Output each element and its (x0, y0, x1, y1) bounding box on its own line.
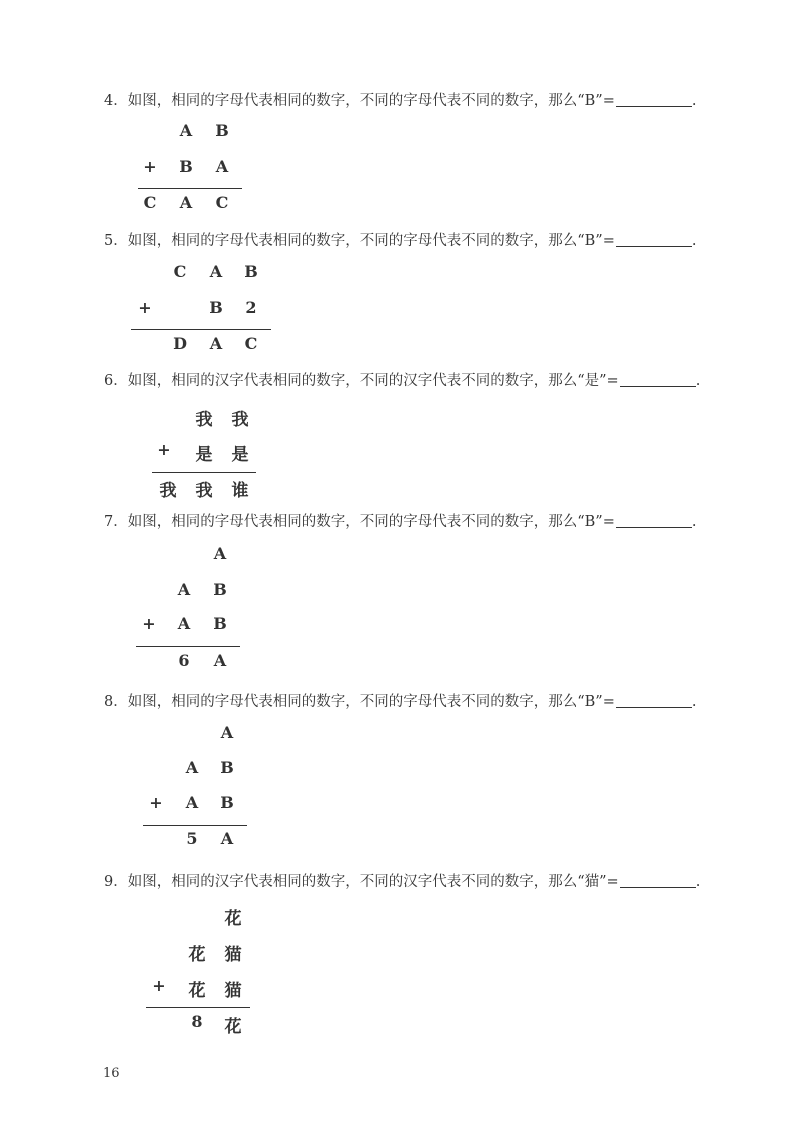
result-cell: 8 (191, 1012, 203, 1031)
result-cell: 5 (186, 829, 198, 848)
result-cell: A (209, 334, 223, 353)
question-6-prompt: 6．如图，相同的汉字代表相同的数字，不同的汉字代表不同的数字，那么“是”= . (104, 373, 701, 389)
digit-cell: A (185, 793, 199, 812)
question-number: 8 (104, 694, 114, 710)
result-cell: C (215, 193, 229, 212)
question-number: 6 (104, 373, 114, 389)
question-number: 9 (104, 874, 114, 890)
digit-cell: A (179, 121, 193, 140)
question-4-prompt: 4．如图，相同的字母代表相同的数字，不同的字母代表不同的数字，那么“B”= . (104, 93, 697, 109)
answer-blank[interactable] (616, 526, 692, 528)
digit-cell: B (220, 793, 234, 812)
question-8-prompt: 8．如图，相同的字母代表相同的数字，不同的字母代表不同的数字，那么“B”= . (104, 694, 697, 710)
question-text: ．如图，相同的字母代表相同的数字，不同的字母代表不同的数字，那么“B”= (113, 694, 615, 710)
result-cell: C (143, 193, 157, 212)
result-cell: 谁 (231, 481, 249, 501)
question-text: ．如图，相同的字母代表相同的数字，不同的字母代表不同的数字，那么“B”= (113, 93, 615, 109)
plus-sign: + (149, 793, 163, 812)
character-cell: 是 (195, 445, 213, 465)
question-number: 4 (104, 93, 114, 109)
plus-sign: + (143, 157, 157, 176)
digit-cell: B (220, 758, 234, 777)
answer-blank[interactable] (616, 245, 692, 247)
digit-cell: B (179, 157, 193, 176)
question-number: 7 (104, 514, 114, 530)
question-text: ．如图，相同的字母代表相同的数字，不同的字母代表不同的数字，那么“B”= (113, 233, 615, 249)
digit-cell: A (220, 723, 234, 742)
character-cell: 是 (231, 445, 249, 465)
character-cell: 花 (224, 909, 242, 929)
character-cell: 猫 (224, 945, 242, 965)
question-5-prompt: 5．如图，相同的字母代表相同的数字，不同的字母代表不同的数字，那么“B”= . (104, 233, 697, 249)
question-text: ．如图，相同的字母代表相同的数字，不同的字母代表不同的数字，那么“B”= (113, 514, 615, 530)
digit-cell: B (215, 121, 229, 140)
result-cell: A (179, 193, 193, 212)
question-9-prompt: 9．如图，相同的汉字代表相同的数字，不同的汉字代表不同的数字，那么“猫”= . (104, 874, 701, 890)
sum-line (131, 329, 271, 330)
digit-cell: 2 (245, 298, 257, 317)
result-cell: 我 (195, 481, 213, 501)
plus-sign: + (152, 976, 166, 995)
character-cell: 猫 (224, 981, 242, 1001)
result-cell: D (173, 334, 187, 353)
result-cell: A (220, 829, 234, 848)
result-cell: A (213, 651, 227, 670)
result-cell: 6 (178, 651, 190, 670)
digit-cell: A (215, 157, 229, 176)
character-cell: 花 (188, 981, 206, 1001)
sum-line (146, 1007, 250, 1008)
question-number: 5 (104, 233, 114, 249)
digit-cell: A (209, 262, 223, 281)
question-7-prompt: 7．如图，相同的字母代表相同的数字，不同的字母代表不同的数字，那么“B”= . (104, 514, 697, 530)
digit-cell: B (209, 298, 223, 317)
result-cell: 花 (224, 1017, 242, 1037)
answer-blank[interactable] (616, 105, 692, 107)
digit-cell: A (185, 758, 199, 777)
digit-cell: A (177, 614, 191, 633)
digit-cell: A (177, 580, 191, 599)
sum-line (138, 188, 242, 189)
plus-sign: + (138, 298, 152, 317)
sum-line (143, 825, 247, 826)
digit-cell: B (213, 614, 227, 633)
digit-cell: B (213, 580, 227, 599)
result-cell: 我 (159, 481, 177, 501)
plus-sign: + (142, 614, 156, 633)
sum-line (136, 646, 240, 647)
sum-line (152, 472, 256, 473)
answer-blank[interactable] (616, 706, 692, 708)
character-cell: 我 (195, 410, 213, 430)
digit-cell: A (213, 544, 227, 563)
character-cell: 我 (231, 410, 249, 430)
question-text: ．如图，相同的汉字代表相同的数字，不同的汉字代表不同的数字，那么“猫”= (113, 874, 619, 890)
result-cell: C (244, 334, 258, 353)
answer-blank[interactable] (620, 385, 696, 387)
page-number: 16 (103, 1066, 120, 1081)
plus-sign: + (157, 440, 171, 459)
digit-cell: C (173, 262, 187, 281)
answer-blank[interactable] (620, 886, 696, 888)
digit-cell: B (244, 262, 258, 281)
character-cell: 花 (188, 945, 206, 965)
question-text: ．如图，相同的汉字代表相同的数字，不同的汉字代表不同的数字，那么“是”= (113, 373, 619, 389)
